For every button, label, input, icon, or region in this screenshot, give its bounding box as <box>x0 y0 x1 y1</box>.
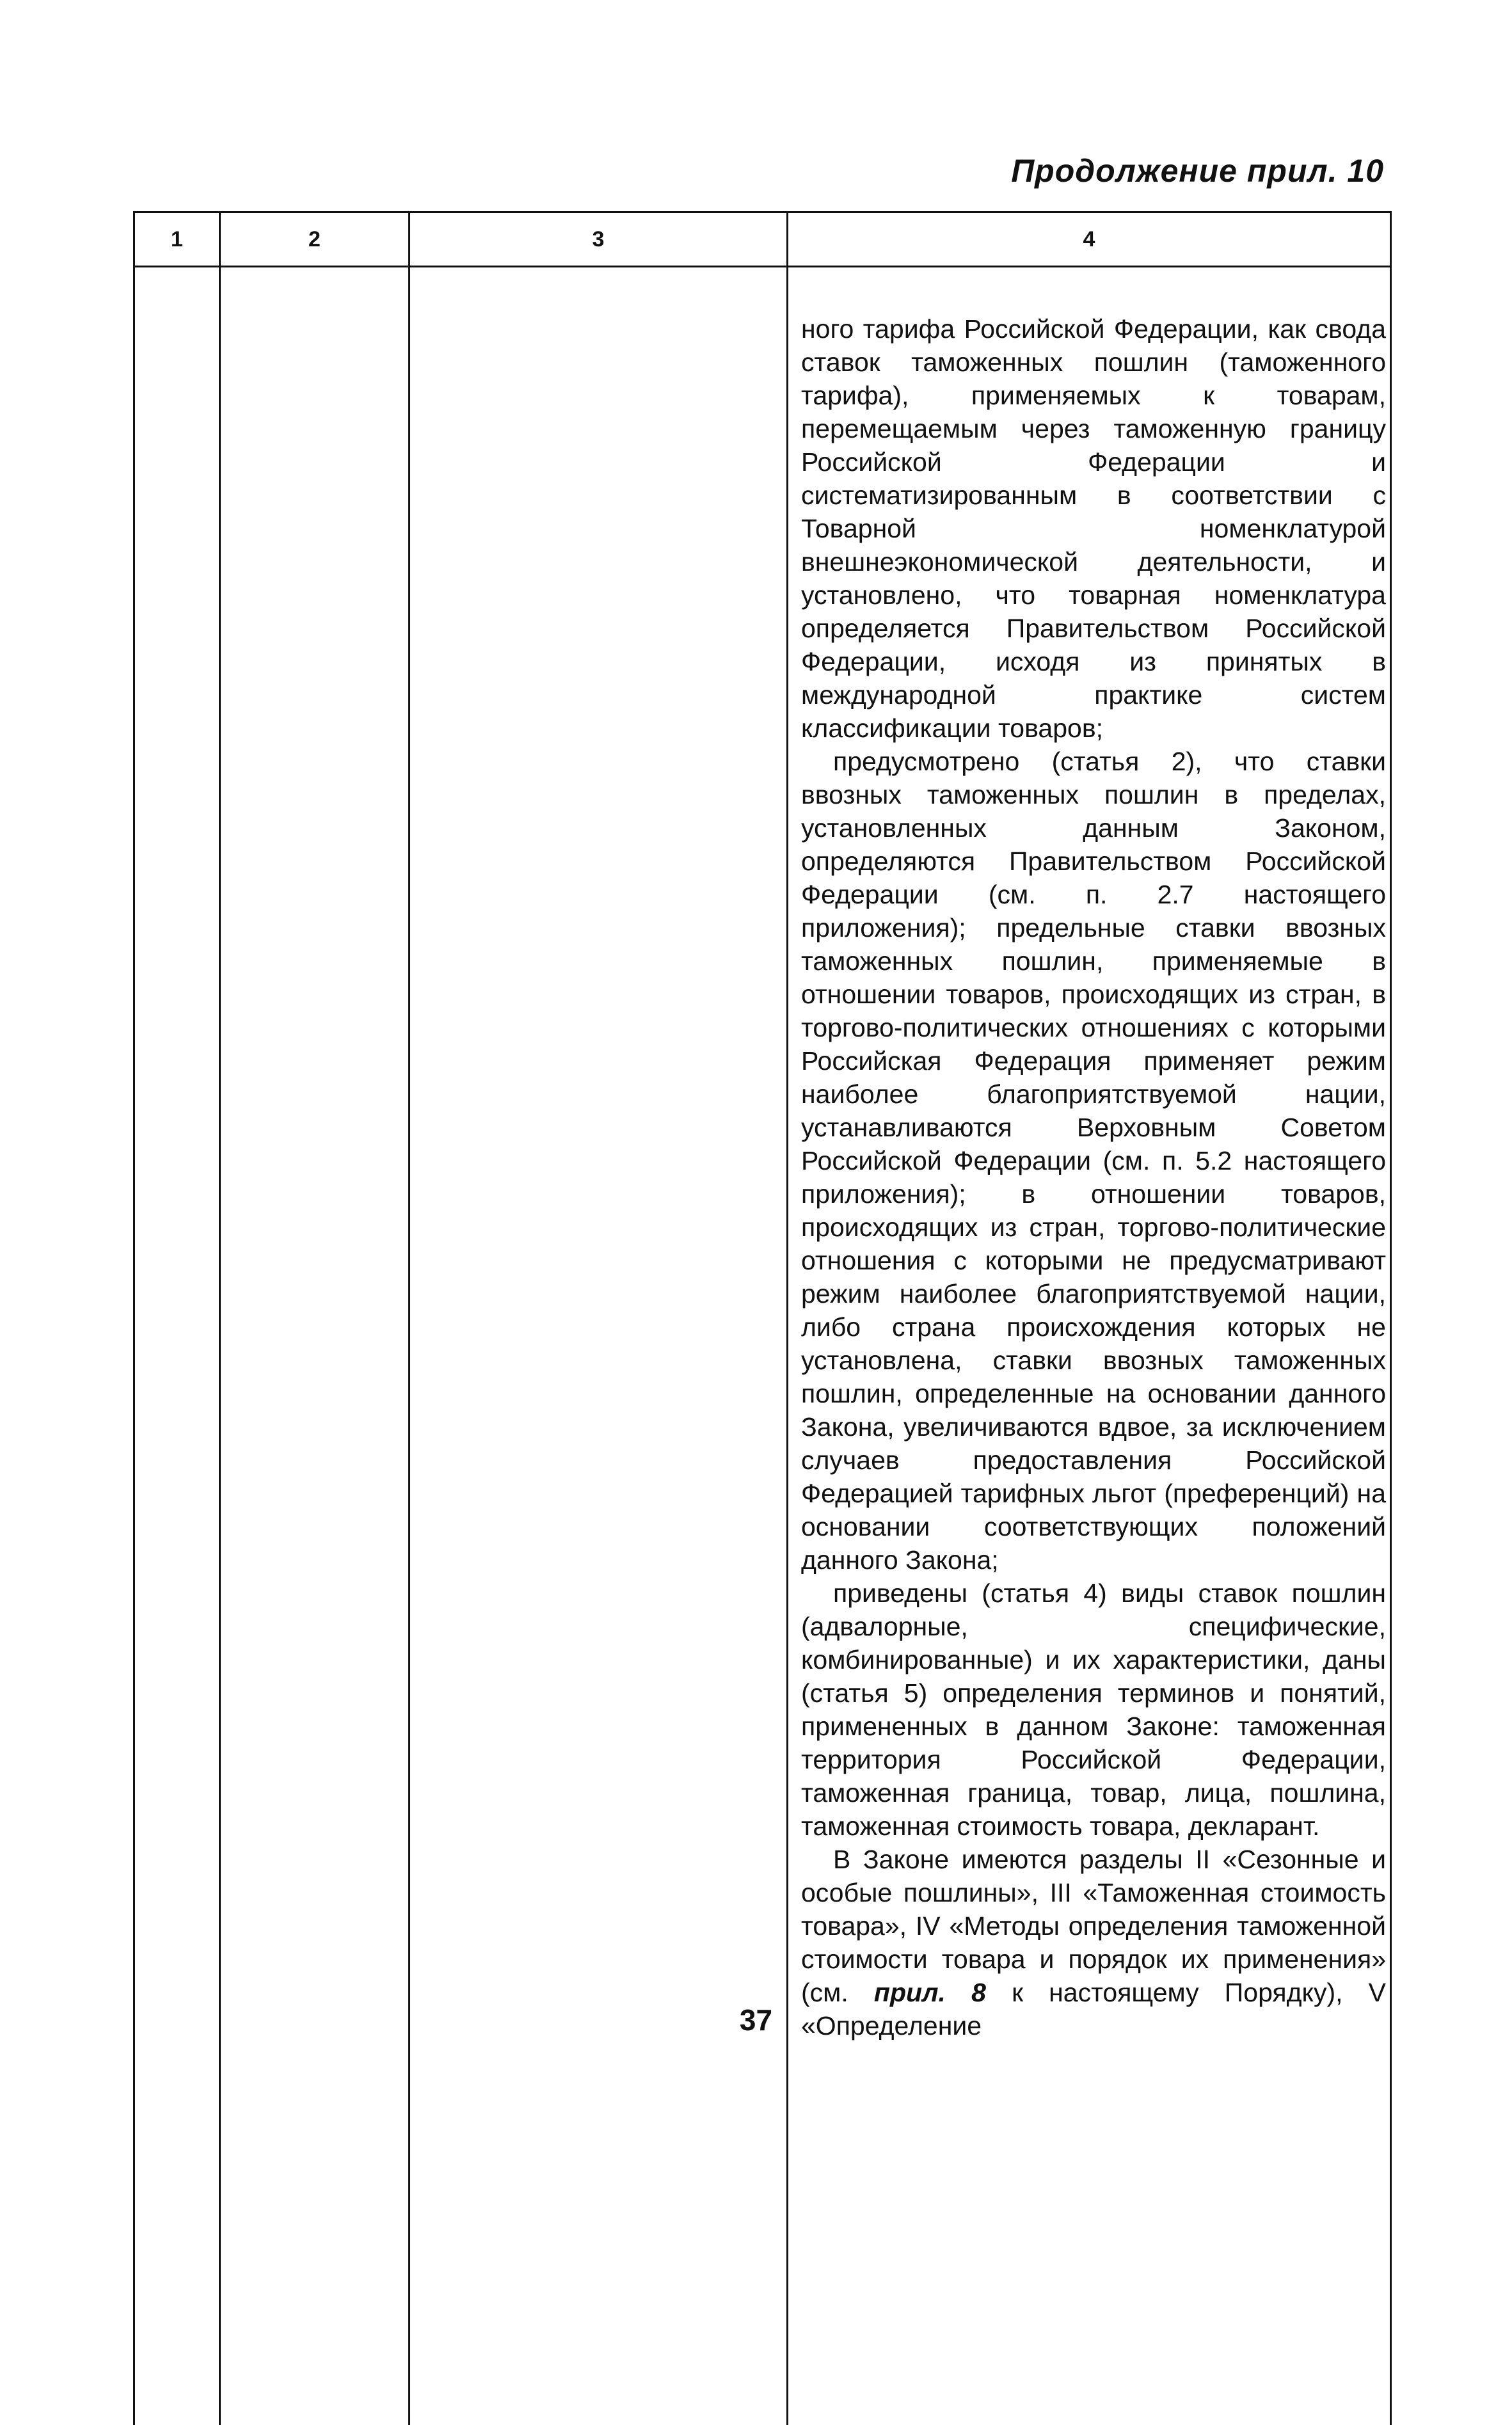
cell-col-4-text <box>788 267 1390 2042</box>
cell-col-1 <box>134 267 220 2425</box>
continuation-header: Продолжение прил. 10 <box>1011 152 1384 189</box>
page-number: 37 <box>0 2003 1512 2037</box>
table-row <box>134 267 1391 2425</box>
cell-col-3 <box>410 267 788 2425</box>
column-header-3: 3 <box>410 212 788 267</box>
appendix-table <box>133 211 1392 2425</box>
appendix-reference: прил. 8 <box>874 1978 986 2007</box>
paragraph-3: приведены (статья 4) виды ставок пошлин (адвалорные, специфические, комбинированные) и их характеристики, даны (статья 5) определения терминов и понятий, примененных в данном Законе: таможенная территория Российской Федерации, таможенная граница, товар, лица, пошлина, таможенная стоимость товара, декларант. <box>801 1577 1386 1843</box>
column-header-1: 1 <box>134 212 220 267</box>
paragraph-4-end: к настоящему Порядку), V «Определение <box>801 1978 1386 2040</box>
column-header-2: 2 <box>220 212 410 267</box>
paragraph-1: ного тарифа Российской Федерации, как свода ставок таможенных пошлин (таможенного тарифа), применяемых к товарам, перемещаемым через таможенную границу Российской Федерации и систематизированным в соответствии с Товарной номенклатурой внешнеэкономической деятельности, и установлено, что товарная номенклатура определяется Правительством Российской Федерации, исходя из принятых в международной практике систем классификации товаров; <box>801 312 1386 745</box>
paragraph-2: предусмотрено (статья 2), что ставки ввозных таможенных пошлин в пределах, установленных данным Законом, определяются Правительством Российской Федерации (см. п. 2.7 настоящего приложения); предельные ставки ввозных таможенных пошлин, применяемые в отношении товаров, происходящих из стран, в торгово-политических отношениях с которыми Российская Федерация применяет режим наиболее благоприятствуемой нации, устанавливаются Верховным Советом Российской Федерации (см. п. 5.2 настоящего приложения); в отношении товаров, происходящих из стран, торгово-политические отношения с которыми не предусматривают режим наиболее благоприятствуемой нации, либо страна происхождения которых не установлена, ставки ввозных таможенных пошлин, определенные на основании данного Закона, увеличиваются вдвое, за исключением случаев предоставления Российской Федерацией тарифных льгот (преференций) на основании соответствующих положений данного Закона; <box>801 745 1386 1577</box>
cell-col-2 <box>220 267 410 2425</box>
paragraph-4-start: В Законе имеются разделы II «Сезонные и особые пошлины», III «Таможенная стоимость товара», IV «Методы определения таможенной стоимости товара и порядок их применения» (см. <box>801 1845 1386 2007</box>
column-header-4: 4 <box>788 212 1391 267</box>
cell-col-4 <box>788 267 1391 2425</box>
table-header-row <box>134 212 1391 267</box>
